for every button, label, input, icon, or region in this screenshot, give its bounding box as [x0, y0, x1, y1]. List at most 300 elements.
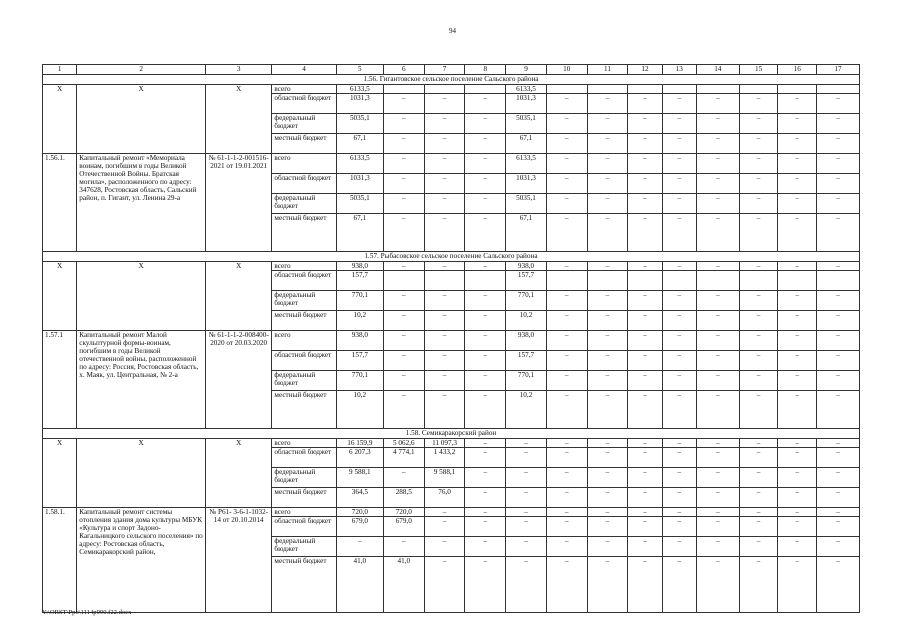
amount-cell: – [696, 262, 739, 271]
amount-cell: – [546, 439, 587, 448]
amount-cell: – [778, 517, 817, 537]
amount-cell: – [546, 94, 587, 114]
amount-cell: – [662, 448, 696, 468]
amount-cell: 6133,5 [506, 85, 547, 94]
amount-cell [696, 271, 739, 291]
item-description: Капитальный ремонт «Мемориала воинам, погибшим в годы Великой Отечественной Войны. Братская могила», расположенного по адресу: 347628, Ростовская область, Сальский район, п. Гигант, ул. Ленина 29-а [77, 154, 206, 252]
amount-cell: – [506, 488, 547, 508]
amount-cell [587, 271, 628, 291]
amount-cell: – [778, 114, 817, 134]
amount-cell: 6133,5 [336, 154, 383, 174]
amount-cell: – [628, 174, 662, 194]
amount-cell: – [739, 508, 778, 517]
amount-cell [383, 271, 424, 291]
funding-source: местный бюджет [272, 391, 336, 429]
amount-cell: – [778, 174, 817, 194]
table-row [43, 508, 860, 517]
amount-cell: – [816, 391, 859, 429]
amount-cell: – [587, 439, 628, 448]
funding-source: областной бюджет [272, 174, 336, 194]
amount-cell: – [587, 194, 628, 214]
amount-cell: – [465, 174, 506, 194]
funding-source: областной бюджет [272, 517, 336, 537]
amount-cell [662, 85, 696, 94]
amount-cell: – [587, 94, 628, 114]
amount-cell: – [587, 154, 628, 174]
amount-cell: – [546, 262, 587, 271]
amount-cell: – [546, 134, 587, 154]
amount-cell: – [465, 488, 506, 508]
amount-cell: – [506, 557, 547, 613]
funding-source: всего [272, 508, 336, 517]
amount-cell: – [546, 174, 587, 194]
item-number: X [43, 85, 77, 154]
column-number: 4 [272, 65, 336, 75]
funding-source: областной бюджет [272, 271, 336, 291]
funding-source: федеральный бюджет [272, 194, 336, 214]
amount-cell: – [778, 371, 817, 391]
amount-cell: – [696, 371, 739, 391]
amount-cell: 938,0 [336, 262, 383, 271]
amount-cell: – [696, 508, 739, 517]
amount-cell: – [739, 134, 778, 154]
amount-cell: – [383, 194, 424, 214]
amount-cell [546, 85, 587, 94]
amount-cell: 67,1 [506, 134, 547, 154]
amount-cell: – [383, 391, 424, 429]
amount-cell: – [739, 371, 778, 391]
amount-cell: – [778, 508, 817, 517]
amount-cell: – [816, 448, 859, 468]
funding-source: всего [272, 262, 336, 271]
amount-cell: – [506, 517, 547, 537]
amount-cell: – [696, 488, 739, 508]
amount-cell [696, 85, 739, 94]
funding-source: федеральный бюджет [272, 537, 336, 557]
amount-cell: – [662, 351, 696, 371]
amount-cell: 9 588,1 [336, 468, 383, 488]
item-number: X [43, 262, 77, 331]
column-number: 14 [696, 65, 739, 75]
amount-cell: – [778, 331, 817, 351]
amount-cell: – [778, 351, 817, 371]
amount-cell: – [587, 174, 628, 194]
amount-cell: – [739, 194, 778, 214]
amount-cell: – [662, 94, 696, 114]
funding-source: всего [272, 439, 336, 448]
amount-cell: – [546, 114, 587, 134]
item-number: X [43, 439, 77, 508]
amount-cell: 157,7 [506, 351, 547, 371]
amount-cell: 4 774,1 [383, 448, 424, 468]
amount-cell: – [587, 537, 628, 557]
amount-cell [739, 85, 778, 94]
amount-cell: – [465, 448, 506, 468]
amount-cell: 67,1 [336, 214, 383, 252]
amount-cell: – [424, 517, 465, 537]
column-number: 17 [816, 65, 859, 75]
amount-cell: – [424, 351, 465, 371]
budget-table [42, 64, 860, 613]
amount-cell: – [696, 537, 739, 557]
amount-cell: – [465, 537, 506, 557]
column-number: 2 [77, 65, 206, 75]
item-number: 1.56.1. [43, 154, 77, 252]
table-row [43, 262, 860, 271]
amount-cell: – [383, 174, 424, 194]
amount-cell: – [546, 391, 587, 429]
amount-cell: 770,1 [506, 291, 547, 311]
amount-cell [816, 271, 859, 291]
amount-cell: – [628, 291, 662, 311]
amount-cell: – [696, 448, 739, 468]
amount-cell: – [424, 391, 465, 429]
amount-cell: – [587, 517, 628, 537]
amount-cell: 720,0 [383, 508, 424, 517]
funding-source: всего [272, 154, 336, 174]
amount-cell: – [778, 214, 817, 252]
amount-cell: – [662, 134, 696, 154]
amount-cell: – [662, 174, 696, 194]
amount-cell: – [383, 371, 424, 391]
amount-cell: – [465, 557, 506, 613]
item-description: X [77, 262, 206, 331]
amount-cell: – [587, 557, 628, 613]
amount-cell: – [628, 371, 662, 391]
amount-cell: – [587, 488, 628, 508]
amount-cell: – [628, 557, 662, 613]
amount-cell: 5035,1 [506, 194, 547, 214]
amount-cell [424, 271, 465, 291]
column-number: 15 [739, 65, 778, 75]
amount-cell: 67,1 [336, 134, 383, 154]
amount-cell: – [465, 468, 506, 488]
amount-cell: – [816, 194, 859, 214]
amount-cell: – [424, 291, 465, 311]
amount-cell: – [628, 134, 662, 154]
item-document: X [205, 439, 271, 508]
amount-cell: – [383, 262, 424, 271]
amount-cell: – [506, 537, 547, 557]
amount-cell: – [424, 174, 465, 194]
amount-cell: – [778, 391, 817, 429]
funding-source: федеральный бюджет [272, 468, 336, 488]
amount-cell: – [465, 351, 506, 371]
amount-cell: – [696, 214, 739, 252]
amount-cell: 10,2 [506, 391, 547, 429]
amount-cell: – [465, 508, 506, 517]
amount-cell: – [465, 517, 506, 537]
amount-cell: – [816, 371, 859, 391]
amount-cell: – [383, 311, 424, 331]
amount-cell: – [383, 114, 424, 134]
amount-cell: 6133,5 [336, 85, 383, 94]
amount-cell: – [696, 291, 739, 311]
amount-cell: – [383, 94, 424, 114]
funding-source: местный бюджет [272, 557, 336, 613]
amount-cell: – [662, 371, 696, 391]
item-description: Капитальный ремонт Малой скульптурной формы-воинам, погибшим в годы Великой отечественной войны, расположенной по адресу: Россия, Ростовская область, х. Маяк, ул. Центральная, № 2-а [77, 331, 206, 429]
amount-cell: – [628, 448, 662, 468]
funding-source: местный бюджет [272, 134, 336, 154]
amount-cell: – [696, 468, 739, 488]
column-number: 8 [465, 65, 506, 75]
amount-cell: – [739, 468, 778, 488]
amount-cell: – [546, 537, 587, 557]
amount-cell: – [465, 194, 506, 214]
amount-cell: – [778, 448, 817, 468]
amount-cell: – [546, 291, 587, 311]
amount-cell [587, 85, 628, 94]
amount-cell: – [424, 214, 465, 252]
item-document: X [205, 85, 271, 154]
amount-cell: – [465, 114, 506, 134]
amount-cell: – [506, 448, 547, 468]
item-description: Капитальный ремонт системы отопления здания дома культуры МБУК «Культура и спорт Задоно-Кагальницкого сельского поселения» по адресу: Ростовская область, Семикаракорский район, [77, 508, 206, 613]
amount-cell: – [424, 194, 465, 214]
amount-cell: – [424, 537, 465, 557]
amount-cell: – [628, 262, 662, 271]
amount-cell: – [628, 194, 662, 214]
amount-cell: – [696, 351, 739, 371]
amount-cell: – [696, 517, 739, 537]
table-row [43, 331, 860, 351]
funding-source: федеральный бюджет [272, 114, 336, 134]
funding-source: областной бюджет [272, 351, 336, 371]
amount-cell: – [739, 391, 778, 429]
amount-cell: – [587, 508, 628, 517]
amount-cell: – [628, 311, 662, 331]
amount-cell: – [816, 311, 859, 331]
amount-cell: – [424, 94, 465, 114]
amount-cell: – [696, 154, 739, 174]
amount-cell: 1031,3 [506, 94, 547, 114]
column-number: 11 [587, 65, 628, 75]
amount-cell: – [816, 488, 859, 508]
amount-cell: – [424, 508, 465, 517]
amount-cell: – [546, 351, 587, 371]
amount-cell: – [778, 154, 817, 174]
column-number: 12 [628, 65, 662, 75]
amount-cell: 76,0 [424, 488, 465, 508]
amount-cell: – [816, 537, 859, 557]
section-title-row [43, 75, 860, 85]
amount-cell: 770,1 [336, 371, 383, 391]
amount-cell: – [383, 214, 424, 252]
amount-cell: – [816, 517, 859, 537]
amount-cell: – [465, 311, 506, 331]
amount-cell: – [506, 508, 547, 517]
funding-source: всего [272, 331, 336, 351]
amount-cell [778, 271, 817, 291]
amount-cell: – [816, 468, 859, 488]
section-title-row [43, 252, 860, 262]
funding-source: местный бюджет [272, 488, 336, 508]
amount-cell: 10,2 [506, 311, 547, 331]
amount-cell: – [739, 154, 778, 174]
amount-cell: – [628, 214, 662, 252]
amount-cell: 679,0 [336, 517, 383, 537]
amount-cell: – [546, 488, 587, 508]
amount-cell: – [465, 291, 506, 311]
column-number-row [43, 65, 860, 75]
amount-cell: 770,1 [506, 371, 547, 391]
amount-cell: – [739, 94, 778, 114]
amount-cell: – [816, 174, 859, 194]
amount-cell: – [816, 508, 859, 517]
amount-cell: 288,5 [383, 488, 424, 508]
amount-cell: – [628, 508, 662, 517]
amount-cell: – [506, 468, 547, 488]
footer-file-path: Y:\ORST\Ppo\1114p990.f22.docx [42, 609, 132, 616]
amount-cell: – [546, 311, 587, 331]
amount-cell: – [383, 351, 424, 371]
amount-cell: – [816, 154, 859, 174]
amount-cell: – [739, 214, 778, 252]
funding-source: местный бюджет [272, 214, 336, 252]
amount-cell: 9 588,1 [424, 468, 465, 488]
amount-cell: – [662, 154, 696, 174]
amount-cell: 5035,1 [336, 114, 383, 134]
column-number: 5 [336, 65, 383, 75]
column-number: 6 [383, 65, 424, 75]
amount-cell: – [816, 214, 859, 252]
section-title: 1.56. Гигантовское сельское поселение Сальского района [43, 75, 860, 85]
amount-cell: – [696, 174, 739, 194]
amount-cell: – [696, 439, 739, 448]
funding-source: всего [272, 85, 336, 94]
amount-cell: – [424, 557, 465, 613]
amount-cell: – [628, 439, 662, 448]
amount-cell: 770,1 [336, 291, 383, 311]
amount-cell: – [778, 291, 817, 311]
amount-cell: 1031,3 [336, 94, 383, 114]
item-document: № 61-1-1-2-001516-2021 от 19.01.2021 [205, 154, 271, 252]
amount-cell [424, 85, 465, 94]
item-description: X [77, 439, 206, 508]
amount-cell: – [816, 351, 859, 371]
table-row [43, 439, 860, 448]
amount-cell: – [816, 291, 859, 311]
amount-cell: 6133,5 [506, 154, 547, 174]
amount-cell: – [739, 557, 778, 613]
amount-cell [662, 271, 696, 291]
item-number: 1.57.1 [43, 331, 77, 429]
amount-cell: – [816, 134, 859, 154]
amount-cell: – [778, 488, 817, 508]
column-number: 13 [662, 65, 696, 75]
amount-cell: – [628, 391, 662, 429]
amount-cell: – [662, 537, 696, 557]
column-number: 1 [43, 65, 77, 75]
amount-cell: – [465, 371, 506, 391]
amount-cell: 679,0 [383, 517, 424, 537]
page-number: 94 [449, 27, 456, 35]
section-title: 1.57. Рыбасовское сельское поселение Сальского района [43, 252, 860, 262]
amount-cell: – [587, 311, 628, 331]
item-number: 1.58.1. [43, 508, 77, 613]
amount-cell: – [696, 391, 739, 429]
section-title-row [43, 429, 860, 439]
amount-cell: – [628, 517, 662, 537]
amount-cell: – [546, 194, 587, 214]
amount-cell: – [465, 134, 506, 154]
amount-cell: – [506, 439, 547, 448]
amount-cell: – [778, 134, 817, 154]
amount-cell: 1031,3 [506, 174, 547, 194]
amount-cell: – [739, 537, 778, 557]
amount-cell: – [465, 154, 506, 174]
item-document: X [205, 262, 271, 331]
amount-cell: 11 097,3 [424, 439, 465, 448]
amount-cell: – [662, 194, 696, 214]
amount-cell: – [739, 488, 778, 508]
amount-cell: – [628, 331, 662, 351]
amount-cell: – [424, 371, 465, 391]
funding-source: федеральный бюджет [272, 291, 336, 311]
amount-cell: – [587, 262, 628, 271]
amount-cell: – [696, 114, 739, 134]
amount-cell: 41,0 [383, 557, 424, 613]
amount-cell: 157,7 [336, 271, 383, 291]
amount-cell [739, 271, 778, 291]
amount-cell: – [816, 94, 859, 114]
amount-cell: – [662, 517, 696, 537]
amount-cell: – [662, 311, 696, 331]
amount-cell: – [662, 508, 696, 517]
amount-cell: – [778, 311, 817, 331]
amount-cell: – [778, 194, 817, 214]
amount-cell: – [383, 468, 424, 488]
table-row [43, 85, 860, 94]
amount-cell: – [816, 262, 859, 271]
table-row [43, 154, 860, 174]
amount-cell: – [739, 331, 778, 351]
amount-cell: – [816, 557, 859, 613]
amount-cell: – [465, 262, 506, 271]
amount-cell: – [739, 174, 778, 194]
amount-cell: – [587, 291, 628, 311]
amount-cell: – [739, 262, 778, 271]
amount-cell: 41,0 [336, 557, 383, 613]
amount-cell: – [424, 311, 465, 331]
amount-cell: – [628, 468, 662, 488]
amount-cell: – [739, 311, 778, 331]
amount-cell [628, 271, 662, 291]
amount-cell: – [546, 448, 587, 468]
amount-cell: – [778, 94, 817, 114]
amount-cell: 938,0 [336, 331, 383, 351]
amount-cell [465, 271, 506, 291]
amount-cell: 938,0 [506, 262, 547, 271]
amount-cell: – [739, 351, 778, 371]
amount-cell: 720,0 [336, 508, 383, 517]
amount-cell: – [662, 262, 696, 271]
amount-cell: – [546, 557, 587, 613]
amount-cell: – [546, 214, 587, 252]
amount-cell: – [424, 331, 465, 351]
amount-cell: – [696, 94, 739, 114]
amount-cell [816, 85, 859, 94]
amount-cell: – [628, 114, 662, 134]
amount-cell: – [662, 439, 696, 448]
column-number: 3 [205, 65, 271, 75]
section-title: 1.58. Семикаракорский район [43, 429, 860, 439]
amount-cell: 938,0 [506, 331, 547, 351]
amount-cell [465, 85, 506, 94]
amount-cell: – [587, 468, 628, 488]
column-number: 9 [506, 65, 547, 75]
